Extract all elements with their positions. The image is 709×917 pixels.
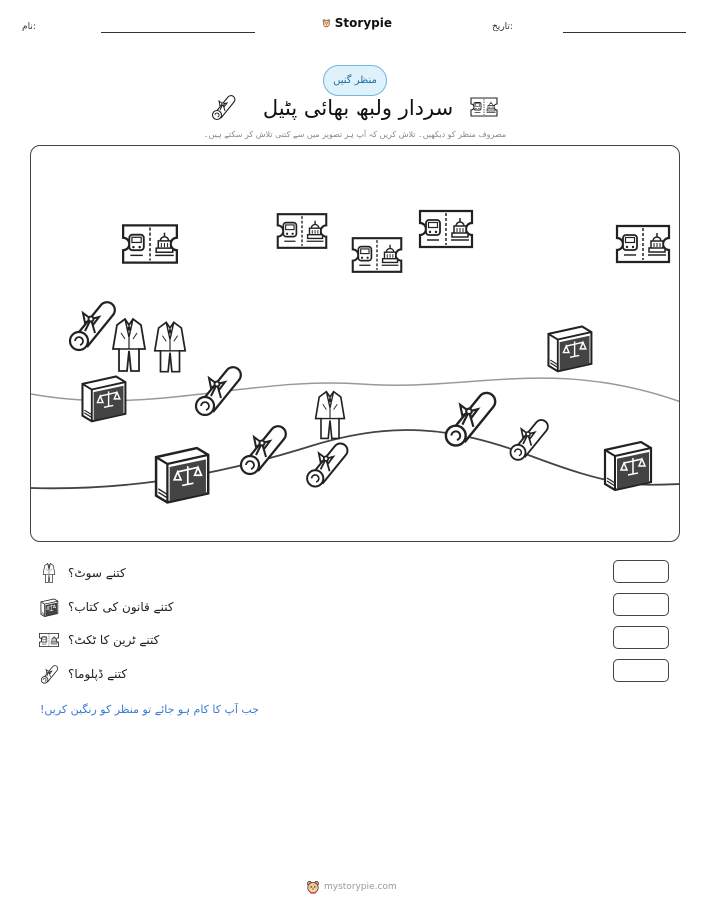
site-footer xyxy=(306,880,397,894)
question-row xyxy=(38,661,127,687)
site-url: mystorypie.com xyxy=(324,882,397,892)
train-ticket-icon xyxy=(349,234,405,276)
question-text: کتنے ٹرین کا ٹکٹ؟ xyxy=(68,633,160,647)
question-text: کتنے قانون کی کتاب؟ xyxy=(68,600,174,614)
activity-badge: منظر گنیں xyxy=(323,65,387,96)
train-ticket-icon xyxy=(38,629,60,651)
question-row xyxy=(38,627,159,653)
law-book-icon xyxy=(597,436,657,492)
question-row xyxy=(38,560,126,586)
instructions: مصروف منظر کو دیکھیں۔ تلاش کریں کہ آپ ہر تصویر میں سے کتنی تلاش کر سکتے ہیں۔ xyxy=(203,130,507,139)
suit-icon xyxy=(109,314,149,376)
hill-line-front xyxy=(31,430,680,488)
diploma-icon xyxy=(503,413,553,465)
storypie-logo xyxy=(322,13,392,33)
diploma-icon xyxy=(436,386,502,450)
diploma-icon xyxy=(38,663,60,685)
date-label: تاریخ: xyxy=(492,22,513,32)
law-book-icon xyxy=(541,320,597,374)
law-book-icon xyxy=(38,596,60,618)
coloring-note: جب آپ کا کام ہو جائے تو منظر کو رنگین کریں! xyxy=(40,703,260,716)
diploma-icon xyxy=(208,92,238,122)
answer-box-suits[interactable] xyxy=(613,560,669,583)
law-book-icon xyxy=(75,370,131,424)
suit-icon xyxy=(38,562,60,584)
date-line[interactable] xyxy=(563,32,686,33)
train-ticket-icon xyxy=(119,221,181,267)
answer-box-train-tickets[interactable] xyxy=(613,626,669,649)
diploma-icon xyxy=(187,359,247,421)
suit-icon xyxy=(151,318,189,376)
bear-logo-icon xyxy=(306,880,320,894)
train-ticket-icon xyxy=(274,210,330,252)
page-title: سردار ولبھ بھائی پٹیل xyxy=(262,96,454,120)
brand-name: Storypie xyxy=(334,16,392,30)
law-book-icon xyxy=(147,440,215,506)
question-text: کتنے سوٹ؟ xyxy=(68,566,126,580)
diploma-icon xyxy=(299,438,353,490)
train-ticket-icon xyxy=(469,96,499,118)
bear-logo-icon xyxy=(322,15,331,31)
search-scene xyxy=(30,145,680,542)
answer-box-law-books[interactable] xyxy=(613,593,669,616)
question-text: کتنے ڈپلوما؟ xyxy=(68,667,128,681)
question-row xyxy=(38,594,174,620)
train-ticket-icon xyxy=(613,222,673,266)
answer-box-diplomas[interactable] xyxy=(613,659,669,682)
suit-icon xyxy=(311,388,349,442)
train-ticket-icon xyxy=(416,207,476,251)
name-label: نام: xyxy=(22,22,36,32)
name-line[interactable] xyxy=(101,32,255,33)
diploma-icon xyxy=(232,419,292,479)
